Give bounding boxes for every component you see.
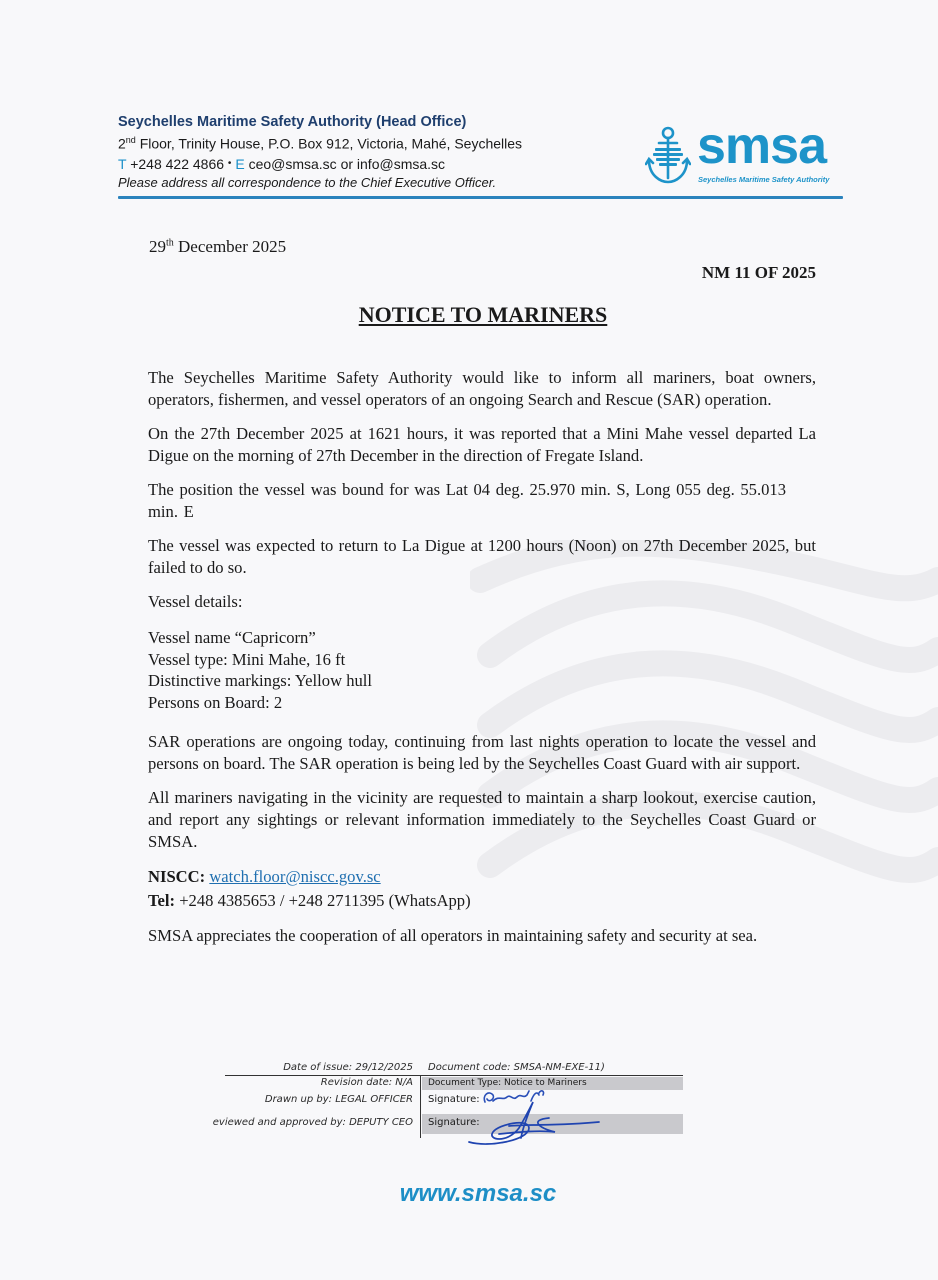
- doc-control-row-issue: [225, 1062, 685, 1076]
- niscc-label: NISCC:: [148, 867, 206, 886]
- notice-reference: NM 11 OF 2025: [701, 263, 816, 282]
- paragraph-intro: The Seychelles Maritime Safety Authority would like to inform all mariners, boat owners, operators, fishermen, and vessel operators of an ongoing Search and Rescue (SAR) operation.: [148, 368, 816, 409]
- logo-tagline: Seychelles Maritime Safety Authority: [698, 175, 830, 184]
- address-floor: 2: [118, 135, 126, 152]
- doc-control-top-rule: [225, 1075, 683, 1076]
- website-url: www.smsa.sc: [399, 1180, 557, 1207]
- address-text: Floor, Trinity House, P.O. Box 912, Victoria, Mahé, Seychelles: [135, 135, 523, 152]
- org-address: [118, 131, 522, 154]
- header-divider: [118, 196, 843, 199]
- niscc-email-link[interactable]: watch.floor@niscc.gov.sc: [209, 867, 381, 886]
- date-month-year: December 2025: [173, 237, 287, 256]
- title-text: NOTICE TO MARINERS: [358, 302, 608, 327]
- email-address: ceo@smsa.sc or info@smsa.sc: [248, 155, 446, 172]
- reviewed-by: eviewed and approved by: DEPUTY CEO: [212, 1117, 413, 1128]
- doc-control-row-reviewed: [212, 1114, 685, 1134]
- logo-wordmark: smsa: [697, 117, 826, 175]
- signature-2: [459, 1098, 609, 1148]
- paragraph-expected-return: The vessel was expected to return to La Digue at 1200 hours (Noon) on 27th December 2025, but failed to do so.: [148, 536, 816, 577]
- letterhead: [118, 113, 522, 192]
- address-floor-suffix: nd: [125, 135, 136, 145]
- notice-body: [148, 367, 816, 959]
- vessel-details-heading: Vessel details:: [148, 592, 243, 611]
- phone-label: T: [118, 155, 127, 172]
- anchor-icon: [645, 126, 691, 186]
- phone-number: +248 422 4866: [130, 155, 225, 172]
- doc-control-row-revision: [225, 1077, 685, 1091]
- drawn-up-by: Drawn up by: LEGAL OFFICER: [264, 1094, 413, 1105]
- document-code: Document code: SMSA-NM-EXE-11): [428, 1062, 605, 1073]
- date-suffix: th: [166, 237, 174, 249]
- vessel-details-list: [148, 627, 816, 713]
- tel-contact: [148, 889, 816, 913]
- signature-label-2: Signature:: [428, 1117, 480, 1128]
- paragraph-sar-ongoing: SAR operations are ongoing today, continuing from last nights operation to locate the vessel and persons on board. The SAR operation is being led by the Seychelles Coast Guard with air support.: [148, 732, 816, 773]
- doc-control-row-drawn: [225, 1091, 685, 1111]
- letter-date: [149, 237, 286, 257]
- vessel-name: Vessel name “Capricorn”: [148, 628, 316, 647]
- date-day: 29: [149, 237, 166, 256]
- closing-statement: SMSA appreciates the cooperation of all operators in maintaining safety and security at sea.: [148, 926, 758, 945]
- revision-date: Revision date: N/A: [320, 1077, 413, 1088]
- vessel-markings: Distinctive markings: Yellow hull: [148, 671, 373, 690]
- tel-label: Tel:: [148, 891, 176, 910]
- smsa-logo: [645, 117, 845, 188]
- tel-numbers: +248 4385653 / +248 2711395 (WhatsApp): [175, 891, 471, 910]
- date-of-issue: Date of issue: 29/12/2025: [283, 1062, 413, 1073]
- signature-label-1: Signature:: [428, 1094, 480, 1105]
- correspondence-note: Please address all correspondence to the Chief Executive Officer.: [118, 174, 497, 190]
- document-control-table: [212, 1062, 685, 1134]
- persons-on-board: Persons on Board: 2: [148, 692, 283, 712]
- page-title: [0, 302, 938, 328]
- vessel-type: Vessel type: Mini Mahe, 16 ft: [148, 649, 346, 669]
- bullet-separator: •: [227, 157, 232, 169]
- document-type: Document Type: Notice to Mariners: [428, 1078, 587, 1088]
- email-label: E: [235, 155, 245, 172]
- paragraph-position: The position the vessel was bound for was Lat 04 deg. 25.970 min. S, Long 055 deg. 55.013 min. E: [148, 480, 787, 521]
- paragraph-report: On the 27th December 2025 at 1621 hours, it was reported that a Mini Mahe vessel departed La Digue on the morning of 27th December in the direction of Fregate Island.: [148, 424, 816, 465]
- org-name: Seychelles Maritime Safety Authority (Head Office): [118, 114, 467, 130]
- paragraph-lookout-request: All mariners navigating in the vicinity are requested to maintain a sharp lookout, exercise caution, and report any sightings or relevant information immediately to the Seychelles Coast Guard or SMSA.: [148, 788, 816, 851]
- org-contact: [118, 154, 522, 174]
- niscc-contact: [148, 865, 816, 889]
